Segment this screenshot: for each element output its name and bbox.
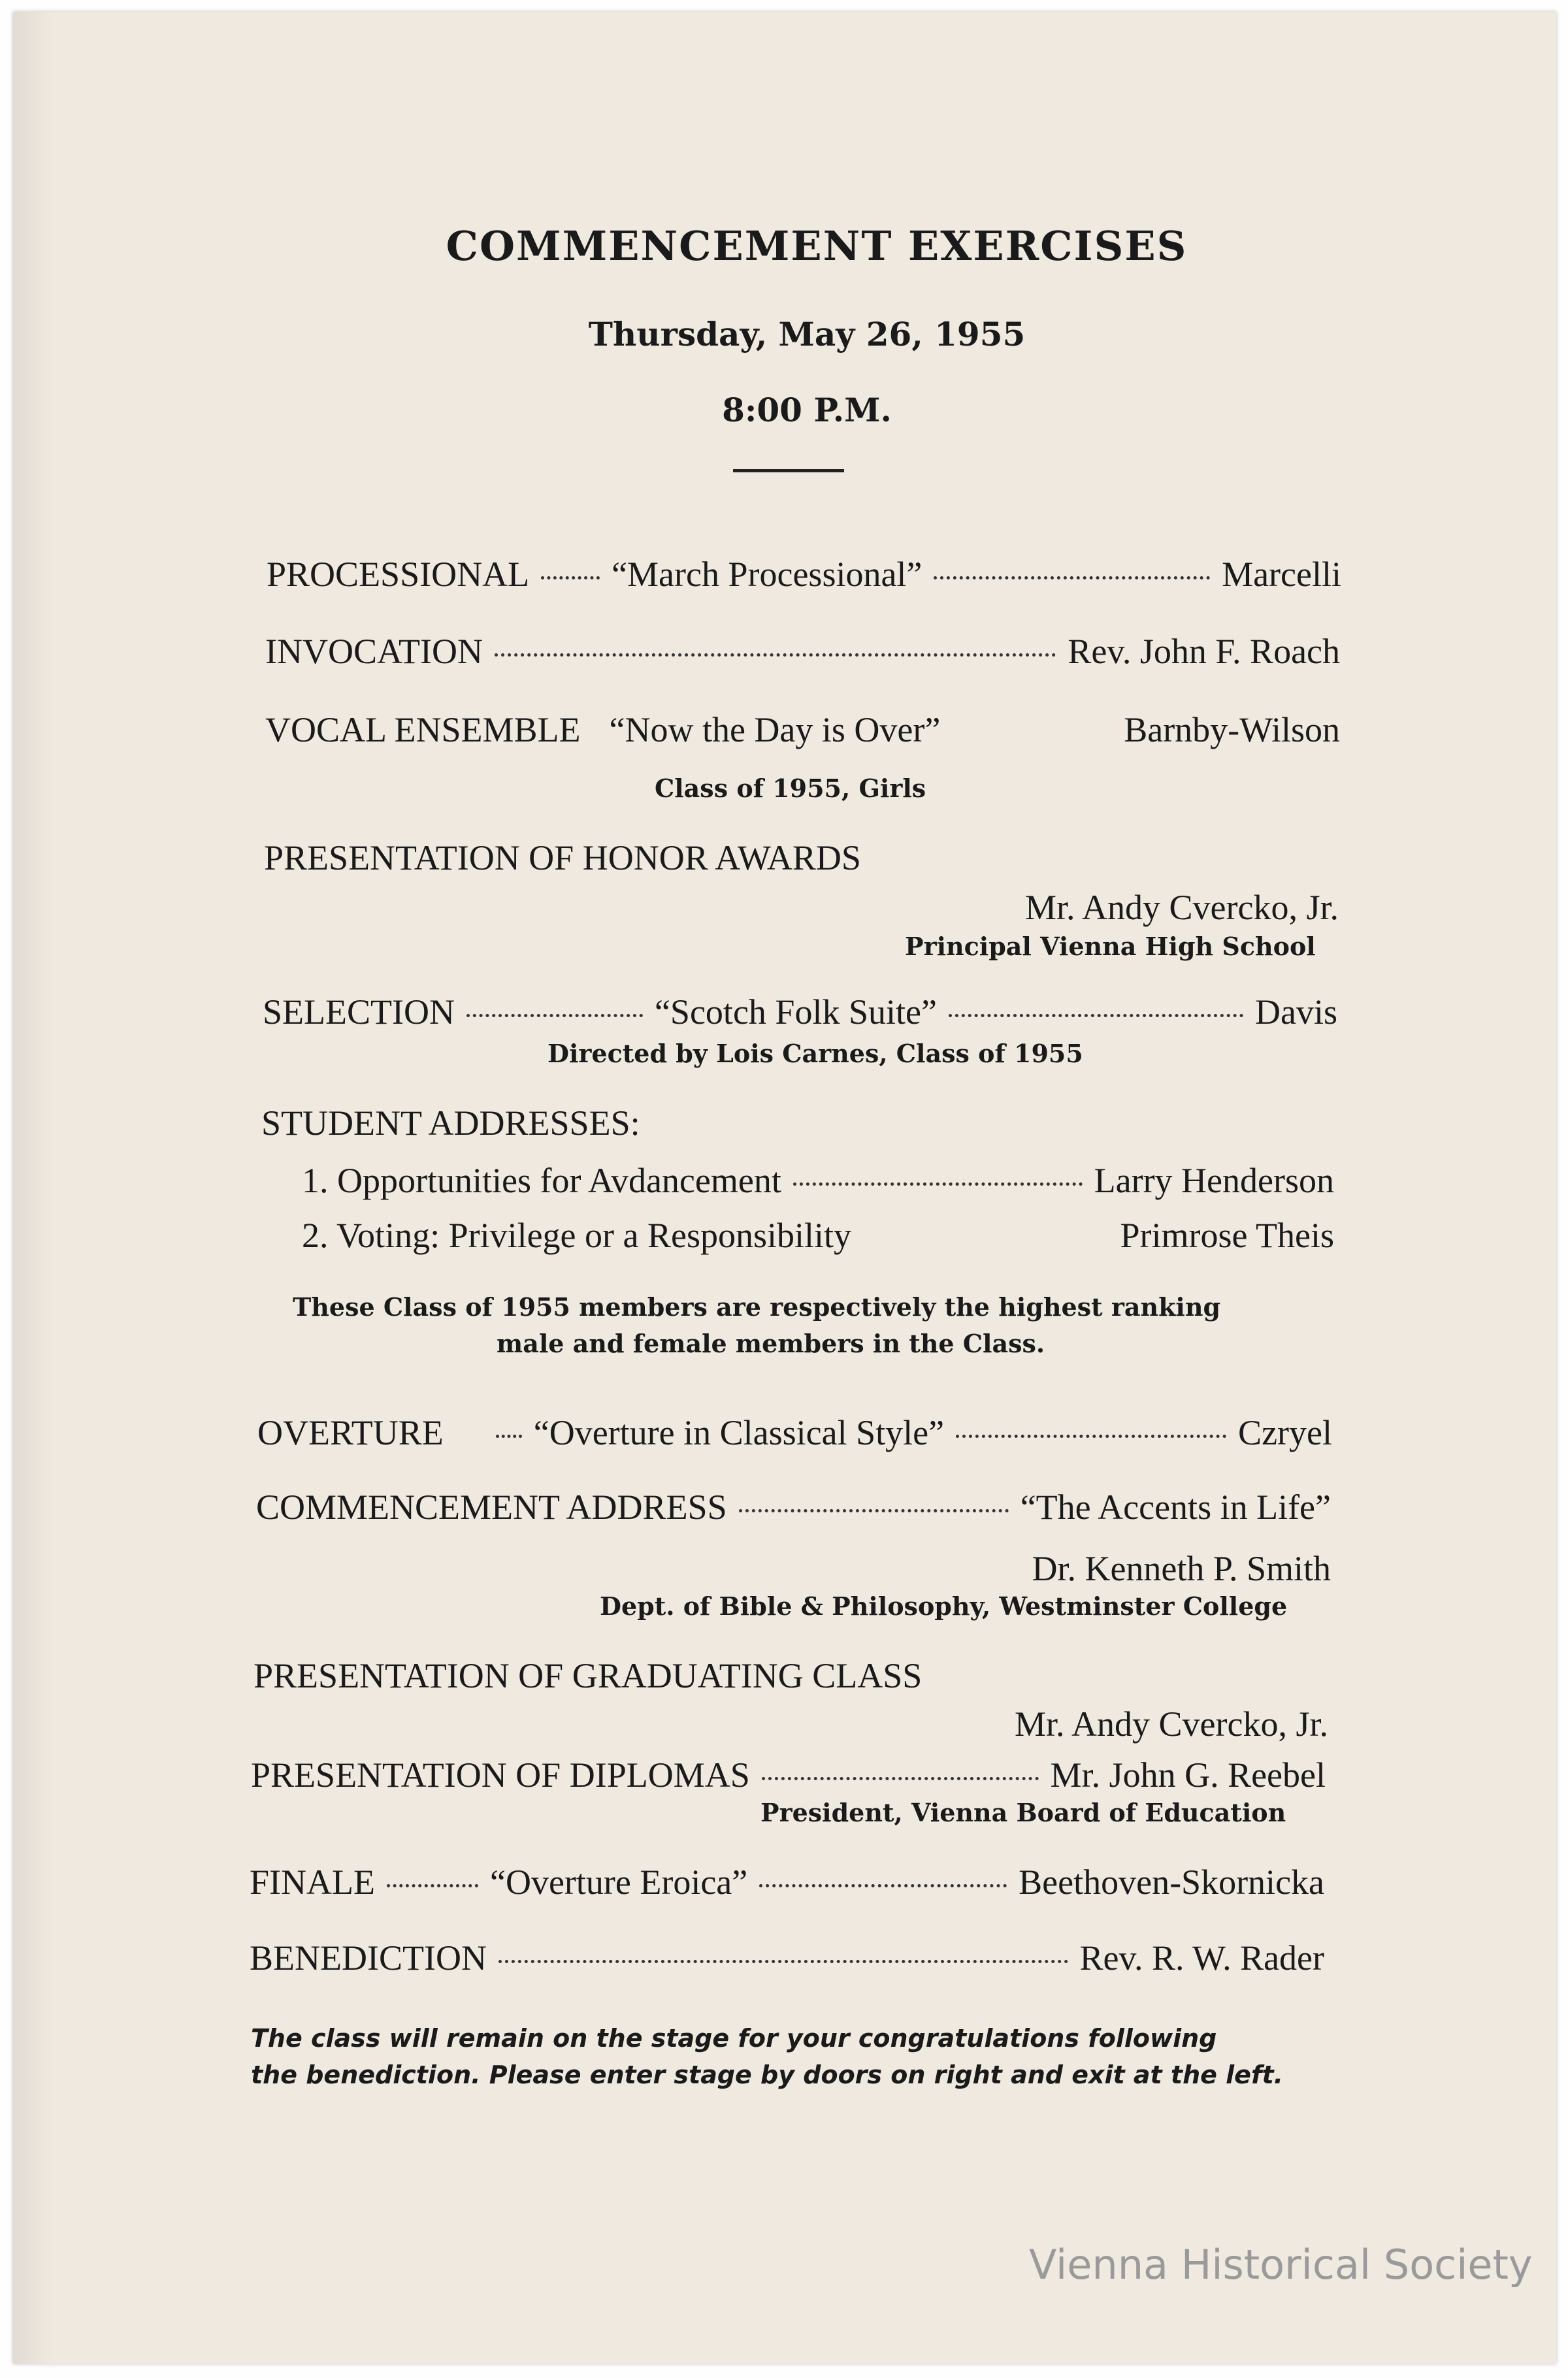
vocal-ensemble-label: VOCAL ENSEMBLE xyxy=(265,710,581,749)
leader-dots xyxy=(762,1777,1039,1780)
honor-awards-presenter: Mr. Andy Cvercko, Jr. xyxy=(1025,888,1339,927)
invocation-label: INVOCATION xyxy=(265,632,483,671)
event-date: Thursday, May 26, 1955 xyxy=(588,315,1026,353)
processional-row xyxy=(267,554,1341,594)
title-divider xyxy=(733,469,844,472)
commencement-address-label: COMMENCEMENT ADDRESS xyxy=(256,1488,727,1527)
overture-composer: Czryel xyxy=(1238,1413,1332,1452)
commencement-speaker-title: Dept. of Bible & Philosophy, Westminster College xyxy=(600,1591,1288,1621)
vocal-ensemble-piece: “Now the Day is Over” xyxy=(609,710,941,749)
graduating-class-presenter: Mr. Andy Cvercko, Jr. xyxy=(1015,1704,1328,1744)
overture-row xyxy=(257,1412,1332,1453)
leader-dots xyxy=(949,1014,1243,1017)
leader-dots xyxy=(496,1435,522,1438)
address-speaker: Primrose Theis xyxy=(1120,1216,1334,1255)
address-title: 1. Opportunities for Avdancement xyxy=(302,1161,781,1200)
processional-composer: Marcelli xyxy=(1222,555,1341,594)
leader-dots xyxy=(739,1509,1009,1512)
overture-label: OVERTURE xyxy=(257,1413,444,1452)
commencement-address-row xyxy=(256,1487,1331,1527)
finale-composer: Beethoven-Skornicka xyxy=(1019,1863,1324,1902)
finale-row xyxy=(250,1862,1324,1902)
selection-director: Directed by Lois Carnes, Class of 1955 xyxy=(547,1039,1083,1068)
vocal-ensemble-composer: Barnby-Wilson xyxy=(1124,710,1340,749)
vocal-ensemble-row xyxy=(265,709,1340,750)
processional-label: PROCESSIONAL xyxy=(267,555,530,594)
leader-dots xyxy=(793,1182,1083,1186)
watermark: Vienna Historical Society xyxy=(1029,2241,1533,2288)
student-addresses-label: STUDENT ADDRESSES: xyxy=(261,1103,640,1143)
page-title: COMMENCEMENT EXERCISES xyxy=(446,222,1188,270)
student-note-line-1: These Class of 1955 members are respectively the highest ranking xyxy=(293,1292,1221,1322)
diplomas-label: PRESENTATION OF DIPLOMAS xyxy=(251,1755,750,1795)
benediction-row xyxy=(250,1938,1324,1978)
diplomas-row xyxy=(251,1755,1326,1795)
leader-dots xyxy=(495,653,1056,657)
graduating-class-presenter-row xyxy=(253,1704,1328,1744)
honor-awards-presenter-row xyxy=(264,887,1339,928)
diplomas-presenter-title: President, Vienna Board of Education xyxy=(760,1798,1286,1827)
selection-label: SELECTION xyxy=(263,992,455,1032)
diplomas-presenter: Mr. John G. Reebel xyxy=(1050,1755,1326,1795)
leader-dots xyxy=(956,1435,1226,1438)
selection-composer: Davis xyxy=(1255,992,1337,1032)
vocal-ensemble-performers: Class of 1955, Girls xyxy=(655,774,926,803)
overture-piece: “Overture in Classical Style” xyxy=(533,1413,945,1452)
leader-dots xyxy=(934,576,1210,579)
leader-dots xyxy=(541,576,600,579)
leader-dots xyxy=(466,1014,643,1017)
page-fold-shadow xyxy=(13,12,52,2364)
leader-dots xyxy=(498,1960,1068,1963)
invocation-officiant: Rev. John F. Roach xyxy=(1068,632,1340,671)
selection-row xyxy=(263,992,1337,1032)
invocation-row xyxy=(265,631,1340,672)
student-note-line-2: male and female members in the Class. xyxy=(497,1329,1045,1358)
commencement-address-title: “The Accents in Life” xyxy=(1020,1488,1331,1527)
processional-piece: “March Processional” xyxy=(612,555,923,594)
finale-label: FINALE xyxy=(250,1863,375,1902)
honor-awards-label: PRESENTATION OF HONOR AWARDS xyxy=(264,838,861,877)
graduating-class-label: PRESENTATION OF GRADUATING CLASS xyxy=(253,1656,923,1695)
student-address-item xyxy=(302,1215,1334,1256)
closing-note-line-1: The class will remain on the stage for your congratulations following xyxy=(251,2024,1217,2053)
address-speaker: Larry Henderson xyxy=(1094,1161,1334,1200)
commencement-speaker-row xyxy=(256,1548,1331,1589)
event-time: 8:00 P.M. xyxy=(722,391,892,429)
closing-note xyxy=(251,2020,1283,2093)
selection-piece: “Scotch Folk Suite” xyxy=(654,992,937,1032)
address-title: 2. Voting: Privilege or a Responsibility xyxy=(302,1216,852,1255)
leader-dots xyxy=(387,1884,478,1887)
finale-piece: “Overture Eroica” xyxy=(489,1863,748,1902)
benediction-officiant: Rev. R. W. Rader xyxy=(1079,1938,1324,1978)
honor-awards-presenter-title: Principal Vienna High School xyxy=(905,932,1316,961)
student-address-item xyxy=(302,1160,1334,1201)
closing-note-line-2: the benediction. Please enter stage by doors on right and exit at the left. xyxy=(251,2060,1284,2089)
benediction-label: BENEDICTION xyxy=(250,1938,487,1978)
commencement-speaker: Dr. Kenneth P. Smith xyxy=(1032,1549,1331,1588)
leader-dots xyxy=(759,1884,1007,1887)
